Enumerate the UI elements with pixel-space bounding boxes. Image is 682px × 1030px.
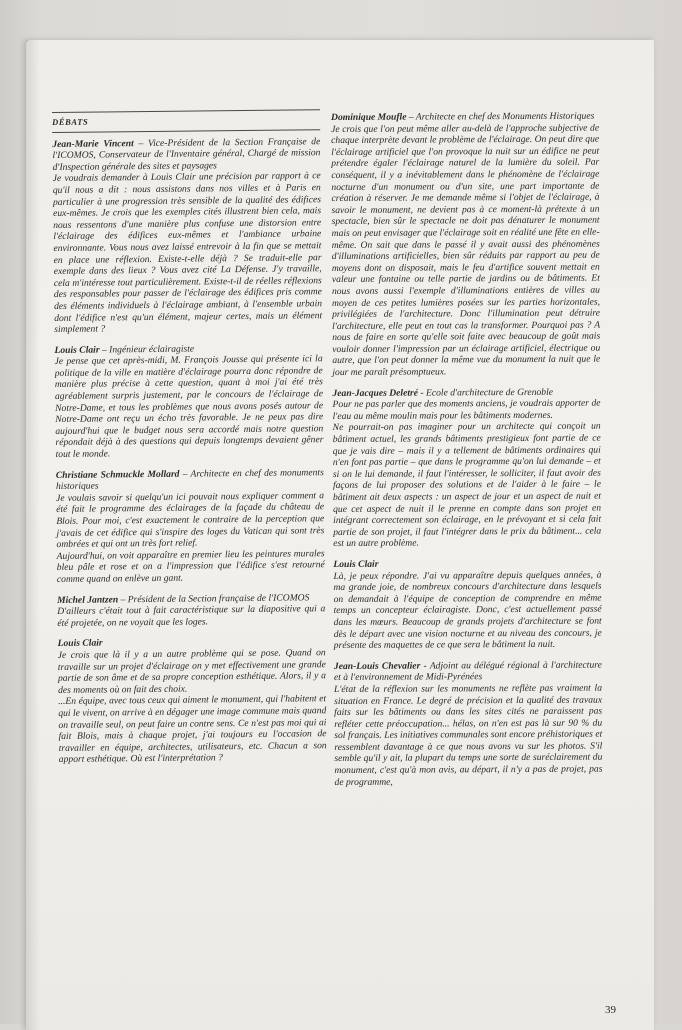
debate-entry: [57, 592, 325, 630]
speaker-line: [56, 467, 324, 493]
entry-paragraph: Je pense que cet après-midi, M. François Jousse qui présente ici la politique de la ville en matière d'éclairage pourra donc répondre de manière plus précise à cette question, quant à moi j'ai été très agréablement surpris justement, par le concours de l'éclairage de Notre-Dame, et tous les problèmes que nous avons posés autour de Notre-Dame ont reçu un écho très favorable. Je ne peux pas dire aujourd'hui que le budget nous sera accordé mais notre question répondait déjà à des questions qui depuis longtemps devaient gêner tout le monde.: [54, 353, 324, 461]
speaker-name: Jean-Marie Vincent: [52, 137, 134, 150]
speaker-role: – Vice-Président de la Section Française de l'ICOMOS, Conservateur de l'Inventaire général, Chargé de mission d'Inspection générale des sites et paysages: [52, 135, 321, 173]
left-column: [52, 109, 327, 775]
speaker-role: - Ecole d'architecture de Grenoble: [420, 386, 554, 399]
speaker-line: [334, 659, 602, 684]
speaker-name: Louis Clair: [54, 344, 100, 356]
entry-paragraph: Aujourd'hui, on voit apparaître en premier lieu les peintures murales bleu pâle et rose et on a l'impression que l'édifice s'est retourné comme quand on enlève un gant.: [56, 547, 325, 585]
entry-paragraph: L'état de la réflexion sur les monuments ne reflète pas vraiment la situation en France. Le degré de précision et la qualité des travaux faits sur les bâtiments ou dans les sites cités ne paraissent pas refléter cette préoccupation... hélas, on n'en est pas là sur 90 % du sol français. Les initiatives communales sont encore préhistoriques et ressemblent davantage à ce que nous avons vu sur les photos. S'il semble qu'il y ait, la plupart du temps une sorte de suréclairement du monument, c'est qu'à mon avis, au départ, il n'y a pas de projet, pas de programme,: [333, 682, 603, 788]
entry-paragraph: Je voudrais demander à Louis Clair une précision par rapport à ce qu'il nous a dit : nous assistons dans nos villes et à Paris en particulier à une progression très sensible de la qualité des édifices eux-mêmes. Je crois que les exemples cités illustrent bien cela, mais nous ressentons d'une manière plus confuse une distorsion entre l'éclairage des édifices eux-mêmes et l'ambiance urbaine environnante. Vous nous avez laissé entrevoir à la fin que se mettait en place une réflexion. Existe-t-elle déjà ? Se traduit-elle par exemple dans des lieux ? Vous avez cité La Défense. J'y travaille, cela m'intéresse tout particulièrement. Existe-t-il de réelles réflexions des responsables pour passer de l'éclairage des édifices pris comme des éléments individuels à l'éclairage ambiant, à l'ensemble urbain dont l'édifice n'est qu'un élément, majeur certes, mais un élément simplement ?: [52, 170, 323, 336]
speaker-name: Jean-Jacques Deletré: [332, 387, 419, 399]
speaker-name: Dominique Moufle: [331, 111, 407, 123]
debate-entry: [331, 111, 600, 379]
speaker-name: Louis Clair: [57, 637, 103, 650]
debate-entry: [58, 636, 327, 766]
speaker-role: - Adjoint au délégué régional à l'architecture et à l'environnement de Midi-Pyrénées: [333, 659, 602, 684]
debate-entry: [332, 386, 601, 550]
top-rule: [52, 109, 320, 113]
section-label: DÉBATS: [52, 116, 89, 127]
entry-paragraph: D'ailleurs c'était tout à fait caractéristique sur la diapositive qui a été projetée, on ne voyait que les loges.: [57, 603, 326, 629]
entry-paragraph: Je crois que l'on peut même aller au-delà de l'approche subjective de chaque interprète devant le problème de l'éclairage. On peut dire que l'éclairage artificiel que l'on provoque la nuit sur un édifice ne peut prétendre égaler l'éclairage naturel de la lumière du soleil. Par conséquent, il y a inévitablement dans le phénomène de l'éclairage nocturne d'un monument ou d'un site, une part importante de création à réserver. Je me demande même si l'objet de l'éclairage, à savoir le monument, ne devient pas à ce moment-là prétexte à un spectacle, bien sûr le spectacle ne doit pas dénaturer le monument mais on peut envisager que l'éclairage soit en réalité une fête en elle-même. On sait que dans le passé il y avait aussi des phénomènes d'illuminations artificielles, bien sûr réduits par rapport au peu de moyens dont on disposait, mais le feu d'artifice souvent mettait en valeur une fontaine ou telle partie de jardins ou de bâtiments. Et nous avons aussi l'exemple d'illuminations entières de villes au moyen de ces petites lumières posées sur les parties horizontales, privilégiées de l'architecture. Donc l'illumination peut détruire l'architecture, elle peut en tout cas la transformer. Pourquoi pas ? A nous de faire en sorte qu'elle soit faite avec beaucoup de goût mais vouloir donner l'impression par un éclairage artificiel, électrique ou autre, que l'on peut donner la même vue du monument la nuit que le jour me paraît présomptueux.: [331, 122, 601, 379]
speaker-line: [52, 136, 320, 174]
speaker-name: Jean-Louis Chevalier: [333, 660, 421, 672]
debate-entry: [56, 467, 325, 586]
debate-entry: [54, 342, 323, 461]
page-number: 39: [605, 1004, 616, 1016]
book-page: [26, 40, 654, 1030]
entry-paragraph: Ne pourrait-on pas imaginer pour un architecte qui conçoit un bâtiment actuel, les grands bâtiments prestigieux font partie de ce que je vais dire – mais il y a tellement de bâtiments ordinaires qui n'en font pas partie – que dans le programme qu'on lui demande – et si on le lui demande, il faut l'intéresser, le solliciter, il faut avoir des façons de lui proposer des solutions et de l'aider à le faire – le bâtiment ait deux aspects : un aspect de jour et un aspect de nuit et que cet aspect de nuit il le prenne en compte dans son projet en intégrant correctement son éclairage, en le prévoyant et si cela fait partie de son projet, il faut l'intégrer dans le prix du bâtiment... cela est un autre problème.: [332, 421, 602, 550]
speaker-role: – Architecte en chef des Monuments Historiques: [408, 110, 595, 123]
speaker-name: Christiane Schmuckle Mollard: [55, 468, 180, 481]
speaker-name: Michel Jantzen: [57, 593, 119, 606]
right-column: [331, 111, 603, 798]
entry-paragraph: Là, je peux répondre. J'ai vu apparaître depuis quelques années, à ma grande joie, de nombreux concours d'architecture dans lesquels on demandait à l'équipe de conception de comprendre en même temps un concepteur éclairagiste. Donc, c'est actuellement passé dans les mœurs. Beaucoup de grands projets d'architecture se font dès le départ avec une vision nocturne et au niveau des concours, je présente des maquettes de ce que sera le bâtiment la nuit.: [333, 569, 602, 652]
entry-paragraph: Je voulais savoir si quelqu'un ici pouvait nous expliquer comment a été fait le programme des éclairages de la façade du château de Blois. Pour moi, c'est exactement le contraire de la perception que j'avais de cet édifice qui s'inspire des loges du Vatican qui sont très ombrées et qui ont un très fort relief.: [55, 489, 325, 551]
speaker-role: – Architecte en chef des monuments historiques: [55, 466, 324, 493]
entry-paragraph: Pour ne pas parler que des moments anciens, je voudrais apporter de l'eau au même moulin mais pour les bâtiments modernes.: [332, 397, 601, 422]
speaker-role: – Président de la Section française de l'ICOMOS: [120, 591, 310, 605]
entry-paragraph: ...En équipe, avec tous ceux qui aiment le monument, qui l'habitent et qui le vivent, on arrive à en dégager une image commune mais quand on travaille seul, on peut faire un contre sens. Ce n'est pas moi qui ai fait Blois, mais à chaque projet, j'ai toujours eu l'occasion de travailler en équipe, architectes, utilisateurs, etc. Chacun a son apport esthétique. Où est l'interprétation ?: [58, 693, 327, 766]
speaker-name: Louis Clair: [333, 558, 379, 570]
debate-entry: [333, 558, 601, 652]
page-gutter-shadow: [26, 40, 40, 1030]
debate-entry: [52, 136, 322, 336]
speaker-line: [331, 111, 599, 124]
speaker-role: – Ingénieur éclairagiste: [101, 343, 195, 356]
debate-entry: [334, 659, 603, 788]
entry-paragraph: Je crois que là il y a un autre problème qui se pose. Quand on travaille sur un projet d'éclairage on y met effectivement une grande partie de son âme et de sa propre conception esthétique. Alors, il y a des moments où on fait des choix.: [57, 647, 326, 696]
section-rule: [52, 129, 320, 133]
